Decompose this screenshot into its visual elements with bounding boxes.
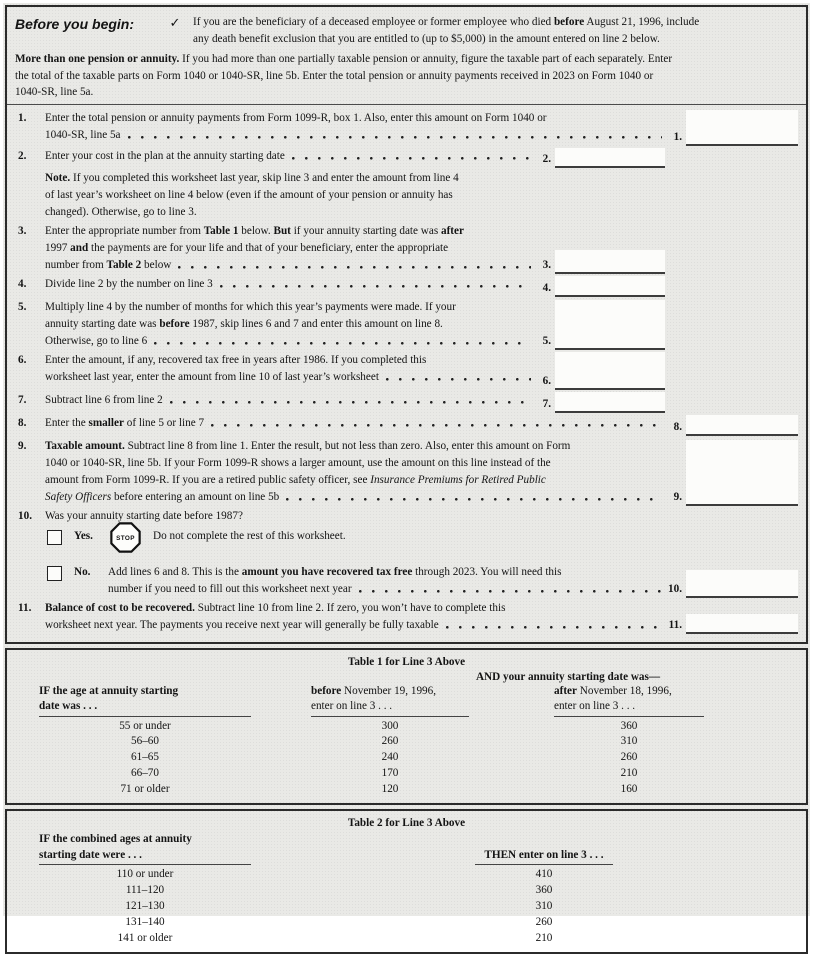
no-instruction: Add lines 6 and 8. This is the amount you have recovered tax free through 2023. You will need this <box>108 565 562 578</box>
line-6-text-2: worksheet last year, enter the amount from line 10 of last year’s worksheet <box>45 370 379 383</box>
line-6-amount-input[interactable] <box>555 352 665 390</box>
table-cell: 141 or older <box>117 931 173 944</box>
worksheet-line-2 <box>15 148 798 168</box>
line-1-ref: 1. <box>673 130 682 143</box>
table-cell: 170 <box>381 766 399 779</box>
line-2-note <box>45 170 798 221</box>
table-2-col2-header: THEN enter on line 3 . . . <box>475 848 613 866</box>
line-5-text: Multiply line 4 by the number of months for which this year’s payments were made. If your <box>45 300 456 313</box>
line-5-amount-input[interactable] <box>555 300 665 350</box>
table-cell: 111–120 <box>125 884 165 897</box>
table-cell: 110 or under <box>116 868 174 881</box>
dot-leader <box>359 581 662 598</box>
dot-leader <box>128 127 662 144</box>
line-10-entry <box>664 564 798 598</box>
line-10-amount-input[interactable] <box>686 570 798 598</box>
worksheet-line-4 <box>15 276 798 297</box>
line-9-text-2: 1040 or 1040-SR, line 5b. If your Form 1099-R shows a larger amount, use the amount on this line instead of the <box>45 456 551 469</box>
line-2-entry <box>533 148 665 168</box>
table-cell: 160 <box>620 782 638 795</box>
line-2-number: 2. <box>18 149 27 162</box>
dot-leader <box>178 257 531 274</box>
line-4-entry <box>533 276 665 297</box>
table-1-span-header: AND your annuity starting date was— <box>475 670 661 683</box>
line-2-ref: 2. <box>542 152 551 165</box>
table-cell: 360 <box>535 884 553 897</box>
table-cell: 260 <box>535 915 553 928</box>
table-1-box <box>5 648 808 806</box>
before-you-begin-label: Before you begin: <box>15 16 135 32</box>
table-row <box>15 915 798 931</box>
table-2-box <box>5 809 808 954</box>
table-cell: 131–140 <box>125 915 165 928</box>
yes-instruction: Do not complete the rest of this worksheet. <box>153 529 346 542</box>
table-row <box>15 766 798 782</box>
worksheet-line-7 <box>15 392 798 413</box>
right-margin-spacer <box>665 392 798 413</box>
line-10-number: 10. <box>18 509 32 522</box>
line-8-entry <box>664 415 798 436</box>
table-row <box>15 719 798 735</box>
table-row <box>15 750 798 766</box>
table-cell: 240 <box>381 751 399 764</box>
table-cell: 260 <box>620 751 638 764</box>
line-7-number: 7. <box>18 393 27 406</box>
table-row <box>15 867 798 883</box>
line-2-amount-input[interactable] <box>555 148 665 168</box>
line-10-ref: 10. <box>668 582 682 595</box>
note-line-1: Note. If you completed this worksheet last year, skip line 3 and enter the amount from line 4 <box>45 171 459 184</box>
table-cell: 360 <box>620 719 638 732</box>
intro-line-3: 1040-SR, line 5a. <box>15 86 94 98</box>
line-10-no-row <box>47 564 798 598</box>
line-5-entry <box>533 299 665 350</box>
table-row <box>15 734 798 750</box>
table-1-col3-header: after November 18, 1996, enter on line 3 . . . <box>554 684 704 717</box>
worksheet-line-11 <box>15 600 798 634</box>
line-10-yes-row <box>47 528 798 548</box>
table-row <box>15 782 798 798</box>
right-margin-spacer <box>665 276 798 297</box>
line-2-text: Enter your cost in the plan at the annuity starting date <box>45 149 285 162</box>
table-cell: 56–60 <box>131 735 159 748</box>
worksheet-line-1 <box>15 110 798 146</box>
no-label: No. <box>74 565 91 578</box>
line-6-ref: 6. <box>542 374 551 387</box>
no-instruction-2: number if you need to fill out this worksheet next year <box>108 582 352 595</box>
line-6-text: Enter the amount, if any, recovered tax free in years after 1986. If you completed this <box>45 353 427 366</box>
line-8-text: Enter the smaller of line 5 or line 7 <box>45 416 205 429</box>
table-2-col1-header: IF the combined ages at annuity starting date were . . . <box>39 832 251 865</box>
table-cell: 310 <box>535 900 553 913</box>
table-cell: 310 <box>620 735 638 748</box>
svg-text:STOP: STOP <box>116 534 135 542</box>
worksheet-line-6 <box>15 352 798 390</box>
line-6-number: 6. <box>18 353 27 366</box>
line-10-question: Was your annuity starting date before 1987? <box>45 509 243 522</box>
line-1-entry <box>664 110 798 146</box>
line-3-entry <box>533 223 665 274</box>
right-margin-spacer <box>665 299 798 350</box>
table-cell: 61–65 <box>131 751 159 764</box>
table-1-title: Table 1 for Line 3 Above <box>347 655 466 668</box>
line-8-number: 8. <box>18 416 27 429</box>
dot-leader <box>286 489 662 506</box>
line-6-entry <box>533 352 665 390</box>
table-1-col1-header: IF the age at annuity starting date was . . . <box>39 684 251 717</box>
table-cell: 71 or older <box>120 782 170 795</box>
line-3-amount-input[interactable] <box>555 250 665 274</box>
table-cell: 120 <box>381 782 399 795</box>
line-9-ref: 9. <box>673 490 682 503</box>
line-7-entry <box>533 392 665 413</box>
line-3-text-3: number from Table 2 below <box>45 258 172 271</box>
table-cell: 210 <box>535 931 553 944</box>
line-11-ref: 11. <box>668 618 682 631</box>
table-2-title: Table 2 for Line 3 Above <box>347 817 466 830</box>
worksheet-line-9 <box>15 438 798 506</box>
right-margin-spacer <box>665 148 798 168</box>
worksheet-line-3 <box>15 223 798 274</box>
dot-leader <box>220 276 531 293</box>
line-4-text: Divide line 2 by the number on line 3 <box>45 277 213 290</box>
table-1-header-row <box>15 684 798 717</box>
section-divider <box>7 104 806 105</box>
intro-line-1: More than one pension or annuity. If you had more than one partially taxable pension or annuity, figure the taxable part of each separately. Enter <box>15 53 673 65</box>
table-1-col2-header: before November 19, 1996, enter on line 3 . . . <box>311 684 469 717</box>
line-7-text: Subtract line 6 from line 2 <box>45 393 163 406</box>
line-9-text-3: amount from Form 1099-R. If you are a retired public safety officer, see Insurance Premiums for Retired Public <box>45 473 546 486</box>
table-cell: 121–130 <box>125 900 165 913</box>
line-11-text-2: worksheet next year. The payments you receive next year will generally be fully taxable <box>45 618 439 631</box>
table-cell: 260 <box>381 735 399 748</box>
line-4-amount-input[interactable] <box>555 276 665 297</box>
line-11-entry <box>664 600 798 634</box>
line-1-number: 1. <box>18 111 27 124</box>
before-line-2: any death benefit exclusion that you are entitled to (up to $5,000) in the amount entered on line 2 below. <box>193 32 660 45</box>
table-row <box>15 899 798 915</box>
table-row <box>15 883 798 899</box>
line-5-text-3: Otherwise, go to line 6 <box>45 334 148 347</box>
line-7-ref: 7. <box>542 397 551 410</box>
line-8-ref: 8. <box>673 420 682 433</box>
line-3-text-2: 1997 and the payments are for your life and that of your beneficiary, enter the appropriate <box>45 241 449 254</box>
table-cell: 55 or under <box>119 719 171 732</box>
line-5-number: 5. <box>18 300 27 313</box>
line-3-ref: 3. <box>542 258 551 271</box>
line-4-number: 4. <box>18 277 27 290</box>
before-you-begin-section <box>15 14 798 47</box>
before-you-begin-text <box>193 14 798 47</box>
line-11-number: 11. <box>18 601 32 614</box>
table-cell: 66–70 <box>131 766 159 779</box>
note-line-2: of last year’s worksheet on line 4 below (even if the amount of your pension or annuity has <box>45 188 453 201</box>
right-margin-spacer <box>665 352 798 390</box>
line-11-amount-input[interactable] <box>686 614 798 634</box>
note-line-3: changed). Otherwise, go to line 3. <box>45 205 197 218</box>
worksheet-box <box>5 5 808 644</box>
line-9-text: Taxable amount. Subtract line 8 from line 1. Enter the result, but not less than zero. Also, enter this amount on Form <box>45 439 571 452</box>
line-1-amount-input[interactable] <box>686 110 798 146</box>
line-1-text-2: 1040-SR, line 5a <box>45 128 121 141</box>
yes-checkbox[interactable] <box>47 530 62 545</box>
stop-icon <box>110 522 141 556</box>
line-4-ref: 4. <box>542 281 551 294</box>
line-5-text-2: annuity starting date was before 1987, skip lines 6 and 7 and enter this amount on line 8. <box>45 317 443 330</box>
dot-leader <box>292 148 531 165</box>
more-than-one-pension-paragraph <box>15 51 798 101</box>
dot-leader <box>386 369 531 386</box>
worksheet-line-8 <box>15 415 798 436</box>
line-9-number: 9. <box>18 439 27 452</box>
line-9-entry <box>664 438 798 506</box>
line-5-ref: 5. <box>542 334 551 347</box>
before-line-1: If you are the beneficiary of a deceased employee or former employee who died before August 21, 1996, include <box>193 16 700 28</box>
line-9-text-4: Safety Officers before entering an amount on line 5b <box>45 490 280 503</box>
no-checkbox[interactable] <box>47 566 62 581</box>
line-8-amount-input[interactable] <box>686 415 798 436</box>
intro-line-2: the total of the taxable parts on Form 1040 or 1040-SR, line 5b. Enter the total pension or annuity payments received in 2023 on Form 1040 or <box>15 69 654 82</box>
table-cell: 210 <box>620 766 638 779</box>
line-7-amount-input[interactable] <box>555 392 665 413</box>
line-9-amount-input[interactable] <box>686 440 798 506</box>
checkmark-icon: ✓ <box>169 15 181 30</box>
table-cell: 410 <box>535 868 553 881</box>
line-3-text: Enter the appropriate number from Table 1 below. But if your annuity starting date was after <box>45 224 464 237</box>
line-11-text: Balance of cost to be recovered. Subtract line 10 from line 2. If zero, you won’t have to complete this <box>45 601 506 614</box>
line-3-number: 3. <box>18 224 27 237</box>
worksheet-line-5 <box>15 299 798 350</box>
dot-leader <box>211 415 662 432</box>
dot-leader <box>170 392 531 409</box>
dot-leader <box>154 333 531 350</box>
table-row <box>15 931 798 947</box>
yes-label: Yes. <box>74 529 93 542</box>
table-2-header-row <box>15 832 798 865</box>
right-margin-spacer <box>665 223 798 274</box>
line-1-text: Enter the total pension or annuity payments from Form 1099-R, box 1. Also, enter this amount on Form 1040 or <box>45 111 547 124</box>
table-cell: 300 <box>381 719 399 732</box>
dot-leader <box>446 617 662 634</box>
